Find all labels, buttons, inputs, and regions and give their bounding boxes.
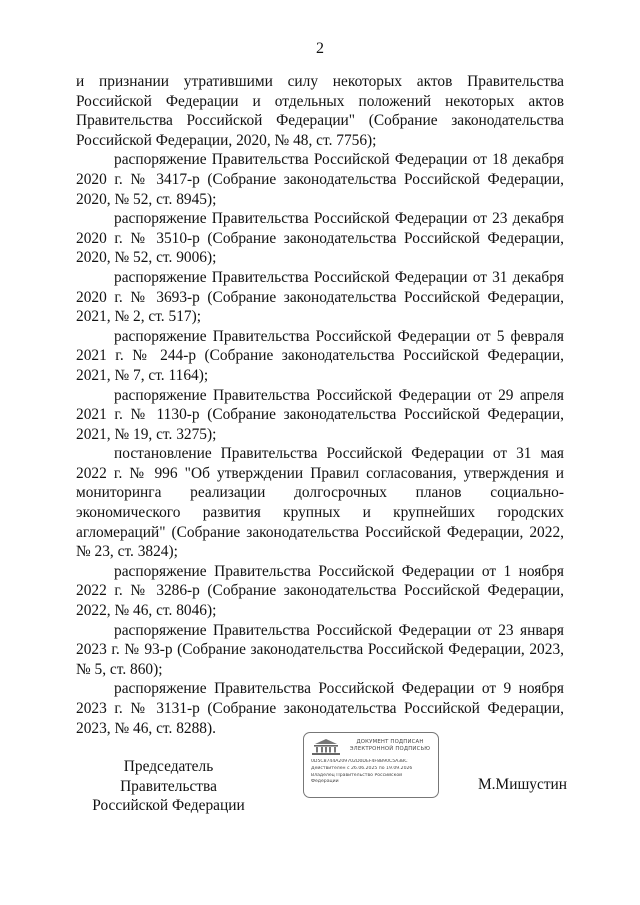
stamp-heading [344,739,436,753]
stamp-heading-line: ДОКУМЕНТ ПОДПИСАН [356,739,424,745]
page-number: 2 [316,40,324,57]
emblem-icon [311,738,341,756]
paragraph: распоряжение Правительства Российской Федерации от 5 февраля 2021 г. № 244-р (Собрание законодательства Российской Федерации, 2021, № 7, ст. 1164); [76,327,564,384]
paragraph: распоряжение Правительства Российской Федерации от 9 ноября 2023 г. № 3131-р (Собрание законодательства Российской Федерации, 2023, № 46, ст. 8288). [76,680,564,737]
paragraph: распоряжение Правительства Российской Федерации от 31 декабря 2020 г. № 3693-р (Собрание законодательства Российской Федерации, 2021, № 2, ст. 517); [76,268,564,326]
signer-title [76,757,261,816]
paragraph: распоряжение Правительства Российской Федерации от 1 ноября 2022 г. № 3286-р (Собрание законодательства Российской Федерации, 2022, № 46, ст. 8046); [76,562,564,620]
paragraph: распоряжение Правительства Российской Федерации от 18 декабря 2020 г. № 3417-р (Собрание законодательства Российской Федерации, 2020, № 52, ст. 8945); [76,151,564,208]
certificate-number: 0D5C8744A209702D0DEF4F8B90C5A3BC [311,759,408,764]
signer-name: М.Мишустин [478,776,568,793]
paragraph: и признании утратившими силу некоторых актов Правительства Российской Федерации и отдельных положений некоторых актов Правительства Российской Федерации" (Собрание законодательства Российской Федерации, 2020, № 48, ст. 7756); [76,73,564,149]
certificate-owner: Владелец Правительство Российской [311,772,403,778]
signer-title-line: Председатель Правительства [120,758,217,795]
document-body [76,72,564,738]
paragraph: распоряжение Правительства Российской Федерации от 23 декабря 2020 г. № 3510-р (Собрание законодательства Российской Федерации, 2020, № 52, ст. 9006); [76,210,564,267]
stamp-details [311,759,435,786]
electronic-signature-stamp [303,732,439,798]
paragraph: распоряжение Правительства Российской Федерации от 29 апреля 2021 г. № 1130-р (Собрание законодательства Российской Федерации, 2021, № 19, ст. 3275); [76,386,564,443]
certificate-owner: Федерации [311,779,339,785]
paragraph: распоряжение Правительства Российской Федерации от 23 января 2023 г. № 93-р (Собрание законодательства Российской Федерации, 2023, № 5, ст. 860); [76,621,564,678]
signer-title-line: Российской Федерации [92,797,245,815]
certificate-validity: Действителен с 26.06.2025 по 19.09.2026 [311,765,413,771]
stamp-heading-line: ЭЛЕКТРОННОЙ ПОДПИСЬЮ [349,746,431,752]
paragraph: постановление Правительства Российской Федерации от 31 мая 2022 г. № 996 "Об утверждении Правил согласования, утверждения и мониторинга реализации долгосрочных планов социально-экономического развития крупных и крупнейших городских агломераций" (Собрание законодательства Российской Федерации, 2022, № 23, ст. 3824); [76,445,564,561]
